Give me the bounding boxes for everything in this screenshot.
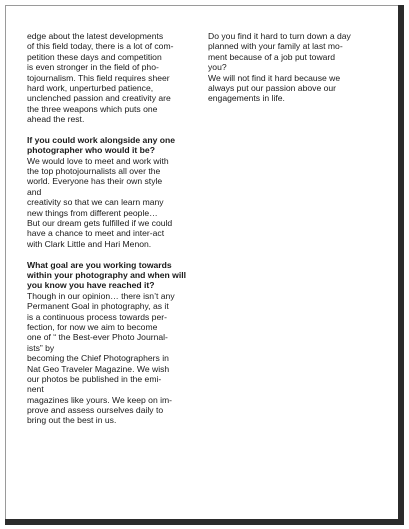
question-line: If you could work alongside any one [27,134,176,145]
question-line: What goal are you working towards [27,259,172,270]
answer-paragraph-goal [27,291,205,426]
text-line: of this field today, there is a lot of com- [27,41,174,52]
text-line: the three weapons which puts one [27,103,158,114]
text-line: ment because of a job put toward [208,51,336,62]
text-line: ahead the rest. [27,114,85,125]
text-line: Though in our opinion… there isn’t any [27,290,175,301]
question-line: you know you have reached it? [27,280,155,291]
page-shadow-bottom [5,519,404,525]
left-column [27,31,205,426]
text-line: prove and assess ourselves daily to [27,405,164,416]
text-line: the top photojournalists all over the [27,166,161,177]
text-line: always put our passion above our [208,82,337,93]
text-line: with Clark Little and Hari Menon. [27,238,152,249]
text-line: new things from different people… [27,207,158,218]
text-line: Permanent Goal in photography, as it [27,301,169,312]
text-line: you? [208,62,227,73]
text-line: magazines like yours. We keep on im- [27,394,173,405]
text-line: unclenched passion and creativity are [27,93,171,104]
text-line: and [27,186,42,197]
question-heading-goal [27,260,205,291]
text-line: ists” by [27,342,55,353]
text-line: is even stronger in the field of pho- [27,62,159,73]
text-line: engagements in life. [208,93,285,104]
question-line: photographer who would it be? [27,145,155,156]
text-line: Nat Geo Traveler Magazine. We wish [27,363,170,374]
text-line: fection, for now we aim to become [27,321,158,332]
text-line: Do you find it hard to turn down a day [208,31,351,41]
text-line: But our dream gets fulfilled if we could [27,218,173,229]
text-line: is a continuous process towards per- [27,311,167,322]
text-line: planned with your family at last mo- [208,41,343,52]
text-line: one of “ the Best-ever Photo Journal- [27,332,168,343]
text-line: becoming the Chief Photographers in [27,353,169,364]
text-line: world. Everyone has their own style [27,176,163,187]
text-line: petition these days and competition [27,51,162,62]
text-line: have a chance to meet and inter-act [27,228,165,239]
page-border-top [5,5,399,6]
text-line: nent [27,384,44,395]
question-line: within your photography and when will [27,269,186,280]
text-line: We would love to meet and work with [27,155,169,166]
text-line: creativity so that we can learn many [27,197,164,208]
text-line: hard work, unperturbed patience, [27,82,154,93]
intro-paragraph [27,31,205,125]
text-line: tojournalism. This field requires sheer [27,72,170,83]
text-line: edge about the latest developments [27,31,164,41]
right-column [208,31,393,104]
text-line: bring out the best in us. [27,415,117,426]
text-line: We will not find it hard because we [208,72,341,83]
page-border-left [5,5,6,520]
answer-paragraph-photographer [27,156,205,250]
page-shadow-right [398,5,404,525]
text-line: our photos be published in the emi- [27,373,162,384]
answer-paragraph-family [208,31,393,104]
question-heading-photographer [27,135,205,156]
